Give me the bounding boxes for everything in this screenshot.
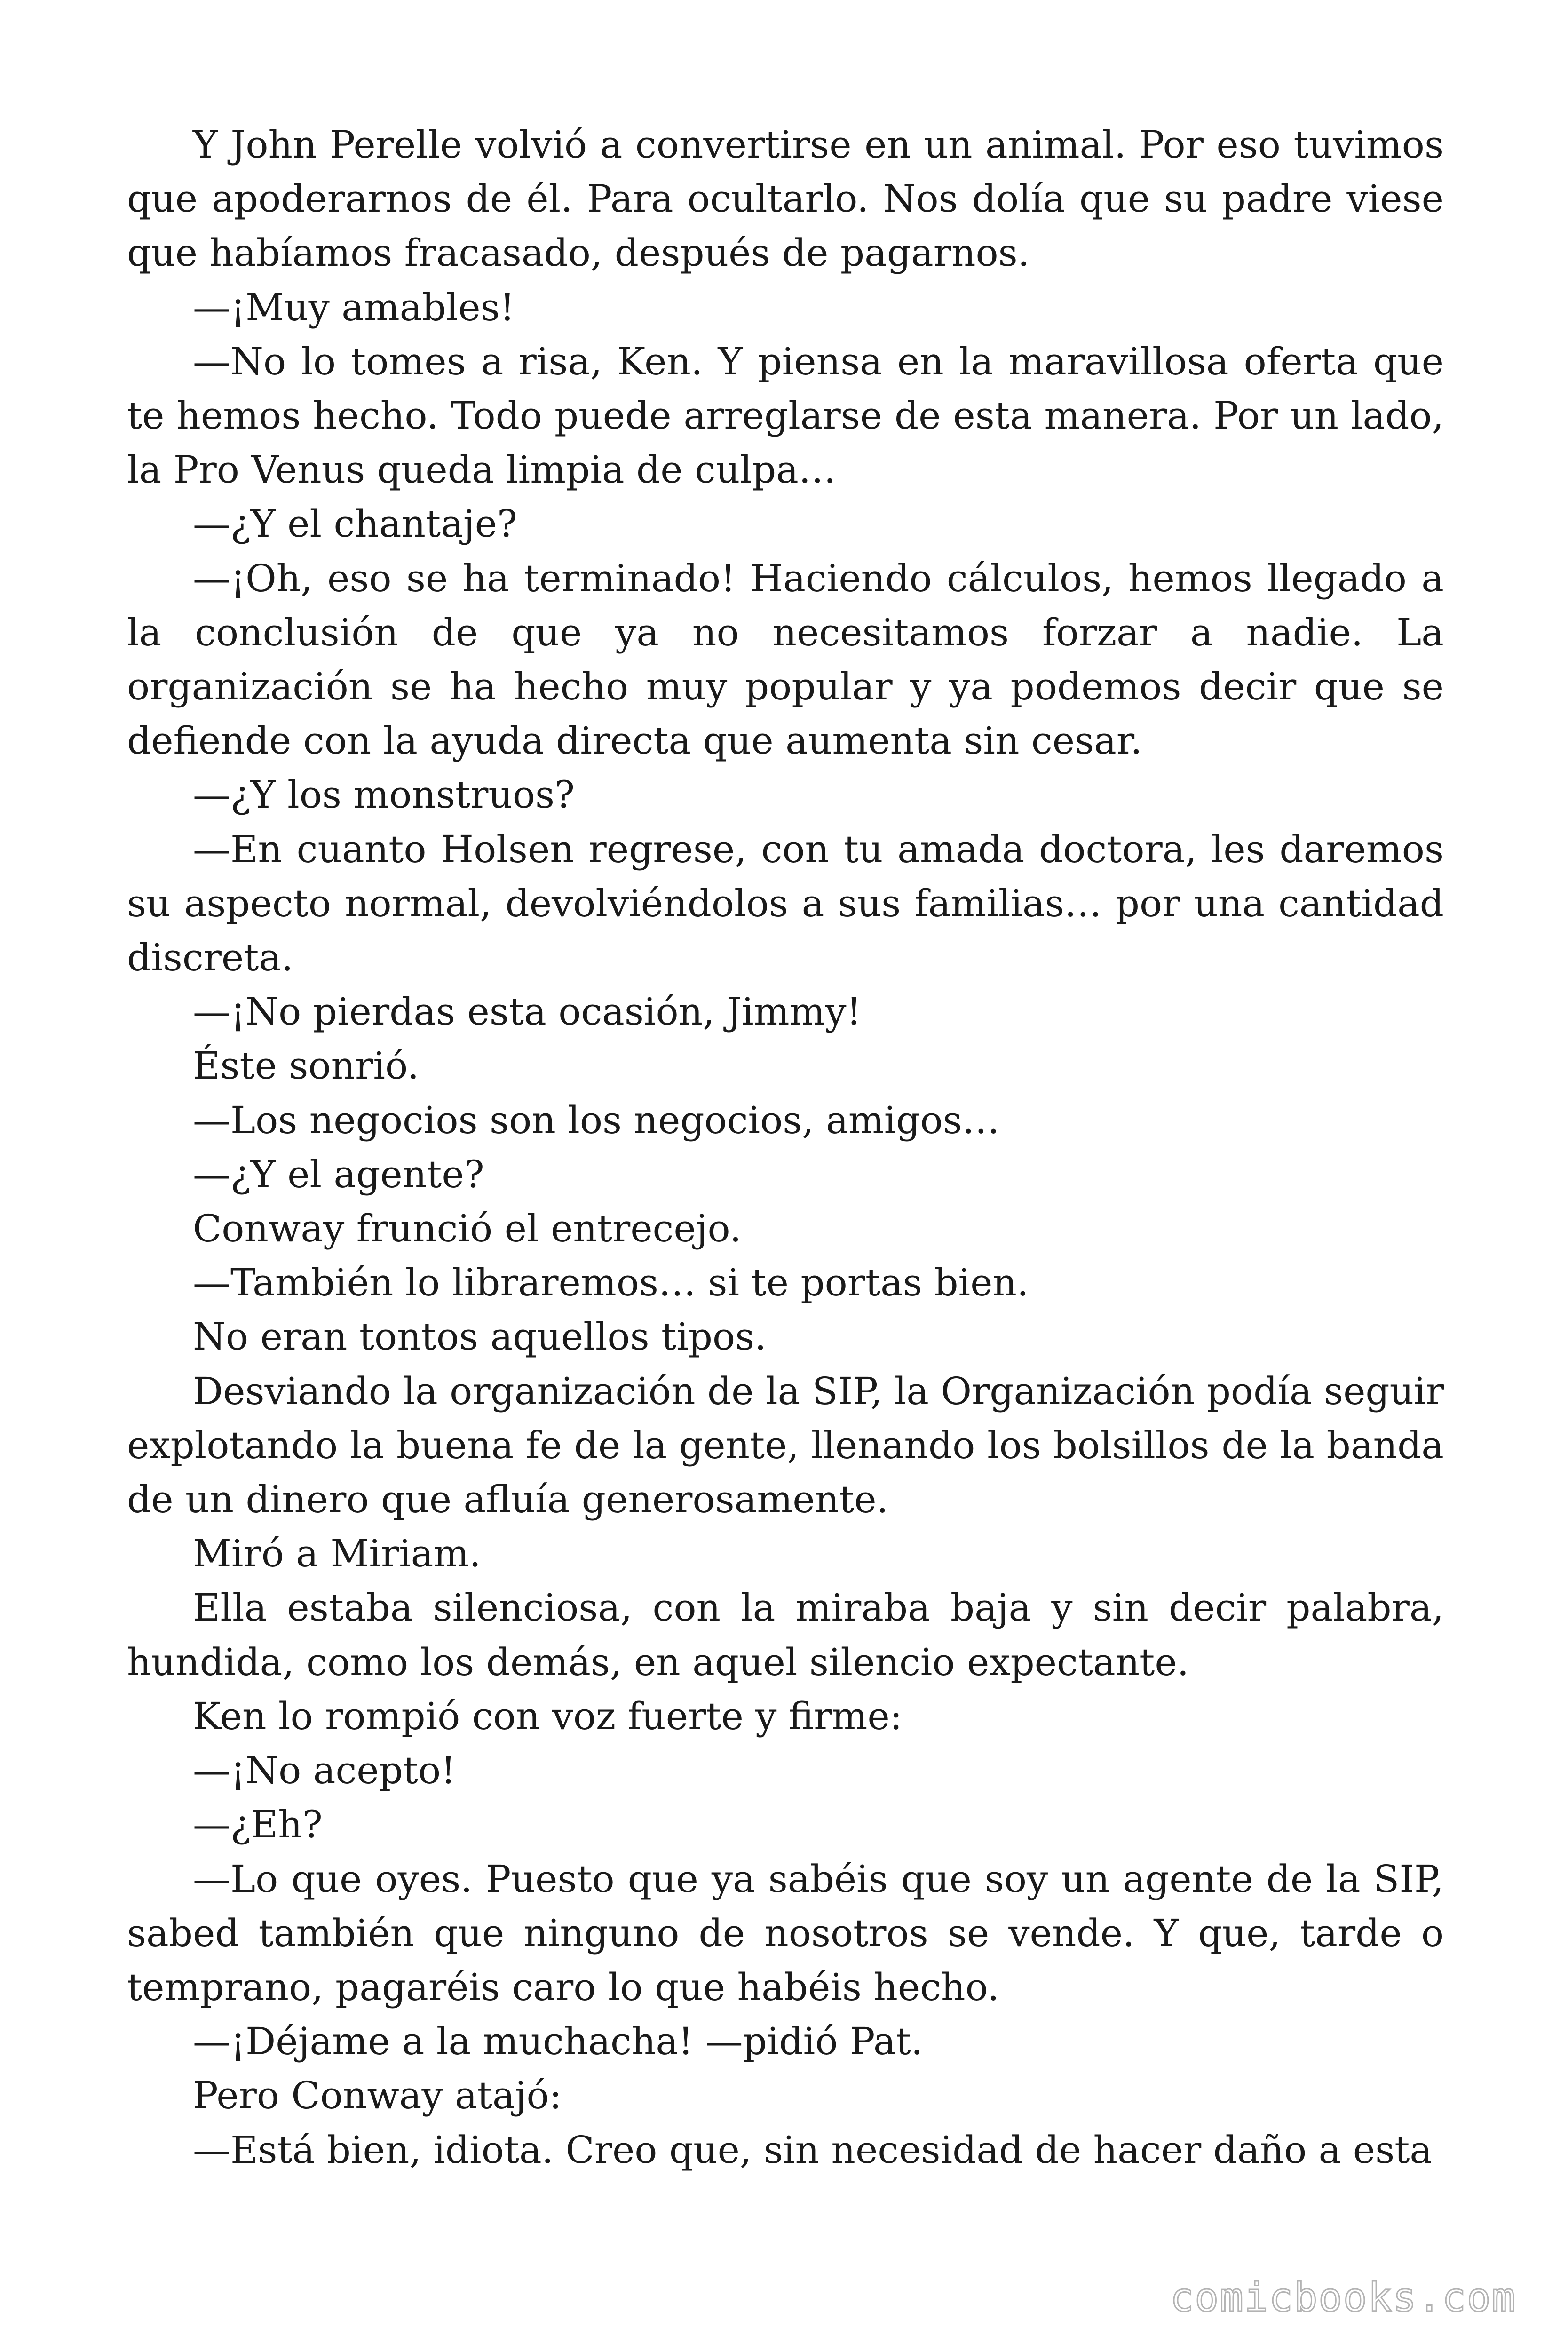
paragraph: —¿Eh?	[193, 1803, 323, 1847]
paragraph: —¡No pierdas esta ocasión, Jimmy!	[193, 990, 862, 1034]
paragraph: —¿Y los monstruos?	[193, 773, 575, 817]
paragraph: —¿Y el chantaje?	[193, 502, 517, 546]
body-text	[127, 118, 1444, 2177]
paragraph: —En cuanto Holsen regrese, con tu amada doctora, les daremos su aspecto normal, devolviéndolos a sus familias… por una cantidad discreta.	[127, 827, 1444, 980]
paragraph: Desviando la organización de la SIP, la Organización podía seguir explotando la buena fe de la gente, llenando los bolsillos de la banda de un dinero que afluía generosamente.	[127, 1369, 1444, 1522]
paragraph: Miró a Miriam.	[193, 1532, 481, 1576]
paragraph: —¿Y el agente?	[193, 1152, 484, 1196]
paragraph: —¡No acepto!	[193, 1748, 456, 1793]
paragraph: Ken lo rompió con voz fuerte y firme:	[193, 1694, 903, 1738]
paragraph: —¡Oh, eso se ha terminado! Haciendo cálculos, hemos llegado a la conclusión de que ya no necesitamos forzar a nadie. La organización se ha hecho muy popular y ya podemos decir que se defiende con la ayuda directa que aumenta sin cesar.	[127, 556, 1444, 763]
paragraph: —Lo que oyes. Puesto que ya sabéis que soy un agente de la SIP, sabed también que ninguno de nosotros se vende. Y que, tarde o temprano, pagaréis caro lo que habéis hecho.	[127, 1857, 1444, 2009]
watermark: comicbooks.com	[1170, 2274, 1516, 2320]
paragraph: —Está bien, idiota. Creo que, sin necesidad de hacer daño a esta	[193, 2128, 1433, 2172]
paragraph: No eran tontos aquellos tipos.	[193, 1315, 767, 1359]
paragraph: Y John Perelle volvió a convertirse en un animal. Por eso tuvimos que apoderarnos de él. Para ocultarlo. Nos dolía que su padre viese que habíamos fracasado, después de pagarnos.	[127, 123, 1444, 275]
paragraph: Éste sonrió.	[193, 1044, 420, 1088]
paragraph: —Los negocios son los negocios, amigos…	[193, 1098, 1000, 1142]
paragraph: —También lo libraremos… si te portas bien.	[193, 1261, 1029, 1305]
paragraph: Conway frunció el entrecejo.	[193, 1207, 742, 1251]
paragraph: —¡Déjame a la muchacha! —pidió Pat.	[193, 2019, 923, 2064]
paragraph: —No lo tomes a risa, Ken. Y piensa en la maravillosa oferta que te hemos hecho. Todo puede arreglarse de esta manera. Por un lado, la Pro Venus queda limpia de culpa…	[127, 339, 1444, 492]
paragraph: Ella estaba silenciosa, con la miraba baja y sin decir palabra, hundida, como los demás, en aquel silencio expectante.	[127, 1586, 1444, 1684]
paragraph: —¡Muy amables!	[193, 285, 515, 329]
paragraph: Pero Conway atajó:	[193, 2074, 562, 2118]
